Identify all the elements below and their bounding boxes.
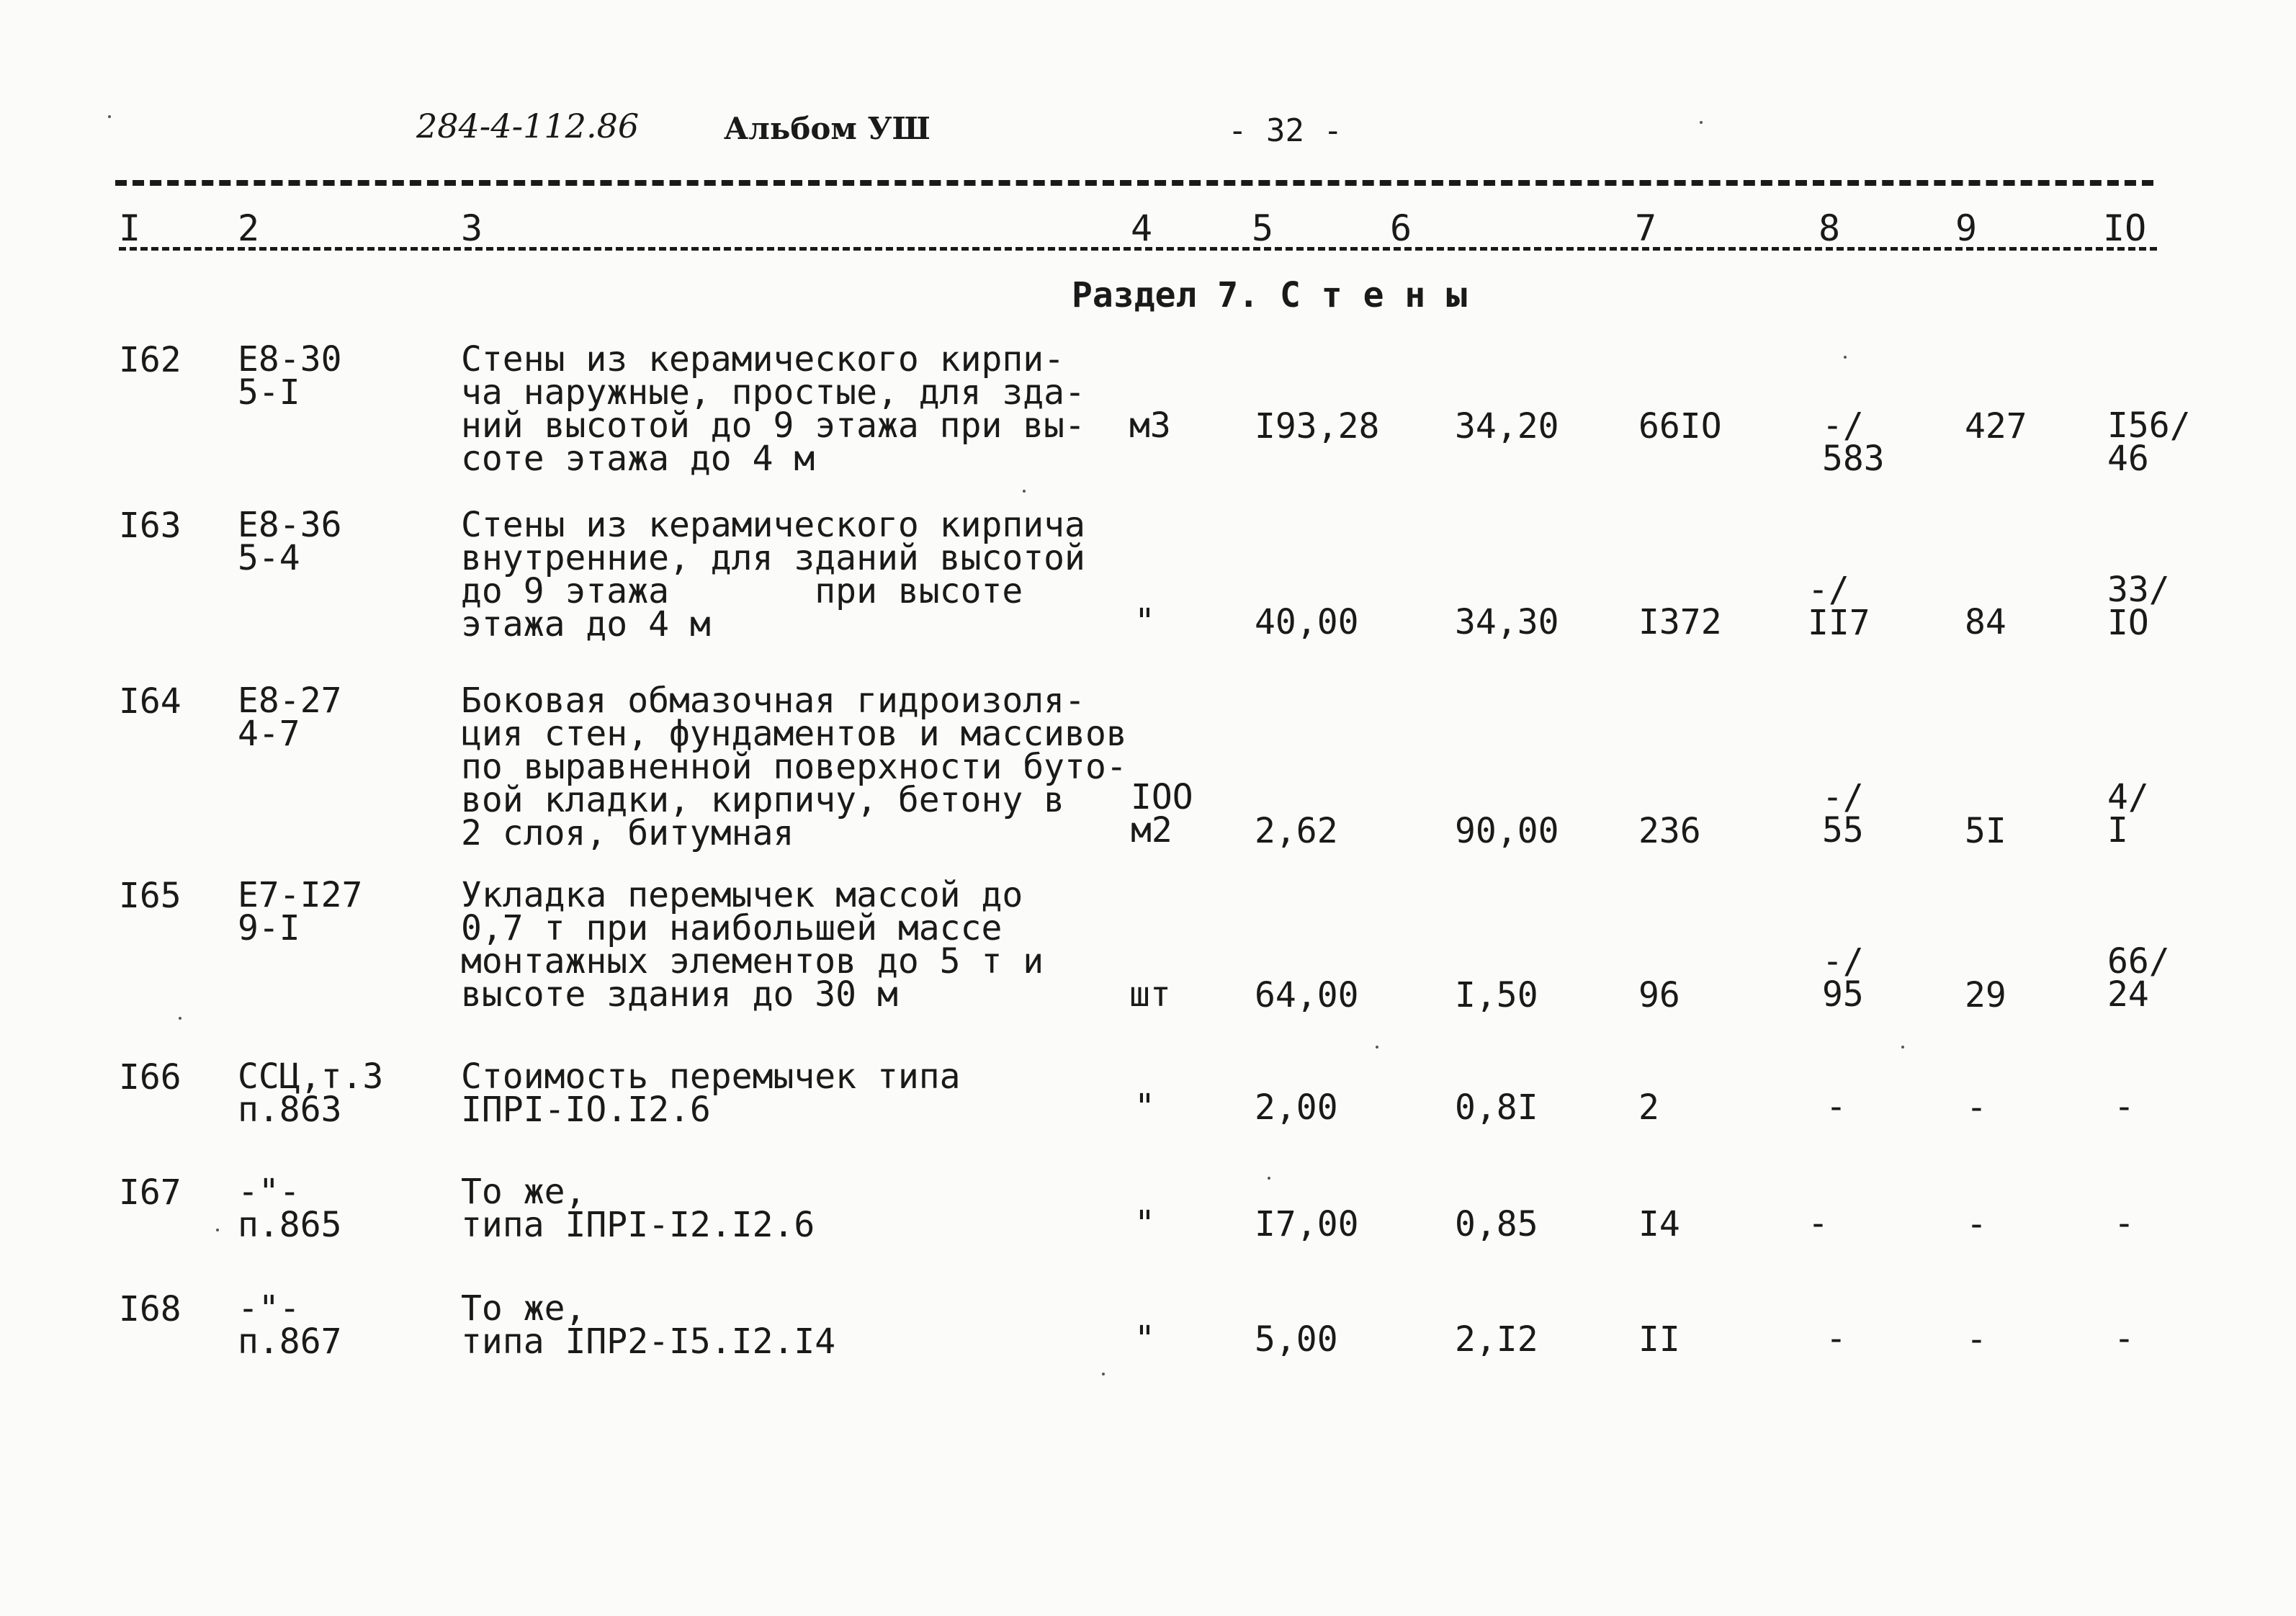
row-code xyxy=(238,1288,342,1362)
row-description xyxy=(461,1288,836,1362)
unit-line: " xyxy=(1134,1319,1155,1359)
row-number: I64 xyxy=(119,681,181,722)
unit-line: " xyxy=(1134,601,1155,642)
column-number: I xyxy=(119,207,141,249)
row-col5: 5,00 xyxy=(1255,1319,1338,1360)
row-col7: II xyxy=(1638,1319,1680,1360)
dash-value: - xyxy=(1808,1203,1829,1244)
row-code xyxy=(238,681,342,754)
scan-speck xyxy=(1901,1046,1904,1049)
fraction-line: II7 xyxy=(1808,603,1870,643)
row-code xyxy=(238,875,363,948)
description-line: 0,7 т при наибольшей массе xyxy=(461,908,1003,948)
row-col5: 2,00 xyxy=(1255,1087,1338,1128)
code-line: -"- xyxy=(238,1288,300,1329)
column-number: 5 xyxy=(1252,207,1274,249)
column-number: 2 xyxy=(238,207,260,249)
row-code xyxy=(238,1172,342,1245)
row-col8 xyxy=(1822,941,1864,1015)
row-col7: I4 xyxy=(1638,1204,1680,1244)
code-line: ССЦ,т.3 xyxy=(238,1056,384,1097)
column-number: 7 xyxy=(1635,207,1657,249)
row-col9: - xyxy=(1966,1204,1987,1244)
row-col6: 34,20 xyxy=(1455,406,1559,446)
description-line: по выравненной поверхности буто- xyxy=(461,747,1127,787)
dash-value: - xyxy=(1826,1087,1847,1127)
description-line: То же, xyxy=(461,1172,586,1212)
row-description xyxy=(461,339,1085,479)
code-line: 4-7 xyxy=(238,714,300,754)
row-col7: 2 xyxy=(1638,1087,1659,1128)
unit-line: м3 xyxy=(1129,405,1171,446)
code-line: п.863 xyxy=(238,1090,342,1130)
row-description xyxy=(461,875,1044,1015)
column-number: 9 xyxy=(1955,207,1978,249)
row-description xyxy=(461,505,1085,645)
code-line: E8-30 xyxy=(238,339,342,380)
scan-speck xyxy=(179,1017,181,1020)
description-line: соте этажа до 4 м xyxy=(461,439,815,479)
row-col10 xyxy=(2107,941,2170,1015)
description-line: Стоимость перемычек типа xyxy=(461,1056,961,1097)
description-line: монтажных элементов до 5 т и xyxy=(461,941,1044,982)
code-line: E8-27 xyxy=(238,681,342,721)
row-col10 xyxy=(2107,405,2191,479)
description-line: Стены из керамического кирпича xyxy=(461,505,1085,545)
row-col9: 84 xyxy=(1965,602,2006,642)
description-line: То же, xyxy=(461,1288,586,1329)
fraction-line: I xyxy=(2107,810,2128,850)
description-line: типа IПРI-I2.I2.6 xyxy=(461,1205,815,1245)
section-title: Раздел 7. С т е н ы xyxy=(1072,275,1468,315)
row-col9: 5I xyxy=(1965,811,2006,851)
row-col6: 0,8I xyxy=(1455,1087,1538,1128)
description-line: Укладка перемычек массой до xyxy=(461,875,1023,915)
description-line: Стены из керамического кирпи- xyxy=(461,339,1065,380)
unit-line: IOO xyxy=(1131,777,1193,817)
row-unit xyxy=(1129,405,1171,446)
album-label: Альбом УШ xyxy=(724,111,930,146)
unit-line: " xyxy=(1134,1203,1155,1244)
fraction-line: 583 xyxy=(1822,439,1885,479)
code-line: E8-36 xyxy=(238,505,342,545)
row-number: I62 xyxy=(119,340,181,380)
scan-speck xyxy=(1268,1177,1270,1180)
row-col6: 90,00 xyxy=(1455,811,1559,851)
row-col5: I93,28 xyxy=(1255,406,1380,446)
row-col6: 34,30 xyxy=(1455,602,1559,642)
row-unit xyxy=(1134,1203,1155,1244)
row-col9: 427 xyxy=(1965,406,2027,446)
fraction-line: -/ xyxy=(1822,941,1864,982)
fraction-line: 33/ xyxy=(2107,570,2170,610)
fraction-line: 66/ xyxy=(2107,941,2170,982)
scan-speck xyxy=(108,115,111,118)
fraction-line: -/ xyxy=(1822,777,1864,817)
code-line: 5-4 xyxy=(238,538,300,578)
description-line: ция стен, фундаментов и массивов xyxy=(461,714,1127,754)
description-line: типа IПР2-I5.I2.I4 xyxy=(461,1321,836,1362)
row-unit xyxy=(1134,1319,1155,1359)
fraction-line: 55 xyxy=(1822,810,1864,850)
row-code xyxy=(238,339,342,413)
row-unit xyxy=(1134,601,1155,642)
row-col5: 40,00 xyxy=(1255,602,1359,642)
dash-value: - xyxy=(1826,1319,1847,1359)
unit-line: м2 xyxy=(1131,810,1172,850)
row-code xyxy=(238,505,342,578)
scan-speck xyxy=(216,1229,219,1231)
row-col9: - xyxy=(1966,1087,1987,1128)
row-unit xyxy=(1129,974,1171,1015)
description-line: высоте здания до 30 м xyxy=(461,974,898,1015)
row-unit xyxy=(1134,1087,1155,1127)
fraction-line: 46 xyxy=(2107,439,2149,479)
row-col8 xyxy=(1826,1087,1847,1127)
dash-value: - xyxy=(2114,1203,2135,1244)
row-unit xyxy=(1131,777,1193,850)
row-col5: 2,62 xyxy=(1255,811,1338,851)
code-line: п.867 xyxy=(238,1321,342,1362)
row-col6: 0,85 xyxy=(1455,1204,1538,1244)
row-col10 xyxy=(2107,777,2149,850)
row-col6: I,50 xyxy=(1455,975,1538,1015)
description-line: 2 слоя, битумная xyxy=(461,813,794,853)
scan-speck xyxy=(1376,1046,1378,1049)
row-number: I65 xyxy=(119,876,181,916)
fraction-line: 24 xyxy=(2107,974,2149,1015)
description-line: ний высотой до 9 этажа при вы- xyxy=(461,405,1085,446)
row-description xyxy=(461,681,1127,853)
code-line: 5-I xyxy=(238,372,300,413)
code-line: -"- xyxy=(238,1172,300,1212)
scan-speck xyxy=(1844,356,1847,359)
column-number: 4 xyxy=(1131,207,1153,249)
column-number: 8 xyxy=(1819,207,1841,249)
code-line: E7-I27 xyxy=(238,875,363,915)
row-col9: - xyxy=(1966,1319,1987,1360)
fraction-line: I56/ xyxy=(2107,405,2191,446)
column-number: 6 xyxy=(1390,207,1412,249)
description-line: до 9 этажа при высоте xyxy=(461,571,1023,611)
row-number: I68 xyxy=(119,1289,181,1329)
scan-speck xyxy=(1102,1373,1105,1375)
dash-value: - xyxy=(2114,1319,2135,1359)
description-line: IПРI-IO.I2.6 xyxy=(461,1090,711,1130)
row-col10 xyxy=(2114,1203,2135,1244)
fraction-line: 4/ xyxy=(2107,777,2149,817)
page-number: - 32 - xyxy=(1228,112,1342,149)
header-rule xyxy=(115,180,2153,186)
row-col8 xyxy=(1826,1319,1847,1359)
dash-value: - xyxy=(2114,1087,2135,1127)
row-col10 xyxy=(2114,1319,2135,1359)
description-line: вой кладки, кирпичу, бетону в xyxy=(461,780,1065,820)
fraction-line: 95 xyxy=(1822,974,1864,1015)
row-col9: 29 xyxy=(1965,975,2006,1015)
document-code: 284-4-112.86 xyxy=(416,107,640,145)
row-col6: 2,I2 xyxy=(1455,1319,1538,1360)
row-col5: I7,00 xyxy=(1255,1204,1359,1244)
row-col8 xyxy=(1808,570,1870,643)
row-col8 xyxy=(1808,1203,1829,1244)
row-col8 xyxy=(1822,405,1885,479)
fraction-line: IO xyxy=(2107,603,2149,643)
row-number: I63 xyxy=(119,506,181,546)
column-number: 3 xyxy=(461,207,483,249)
fraction-line: -/ xyxy=(1822,405,1864,446)
row-col8 xyxy=(1822,777,1864,850)
column-number-underline xyxy=(119,247,2157,251)
description-line: внутренние, для зданий высотой xyxy=(461,538,1085,578)
row-description xyxy=(461,1172,815,1245)
fraction-line: -/ xyxy=(1808,570,1849,610)
row-number: I66 xyxy=(119,1057,181,1097)
row-col10 xyxy=(2114,1087,2135,1127)
description-line: ча наружные, простые, для зда- xyxy=(461,372,1085,413)
code-line: 9-I xyxy=(238,908,300,948)
unit-line: " xyxy=(1134,1087,1155,1127)
row-col7: 66IO xyxy=(1638,406,1722,446)
row-number: I67 xyxy=(119,1172,181,1213)
row-col10 xyxy=(2107,570,2170,643)
row-code xyxy=(238,1056,384,1130)
scan-speck xyxy=(1700,121,1703,124)
row-col7: I372 xyxy=(1638,602,1722,642)
unit-line: шт xyxy=(1129,974,1171,1015)
column-number: IO xyxy=(2103,207,2147,249)
description-line: этажа до 4 м xyxy=(461,604,711,645)
scan-speck xyxy=(1023,490,1026,493)
row-col7: 236 xyxy=(1638,811,1701,851)
row-description xyxy=(461,1056,961,1130)
description-line: Боковая обмазочная гидроизоля- xyxy=(461,681,1085,721)
row-col7: 96 xyxy=(1638,975,1680,1015)
code-line: п.865 xyxy=(238,1205,342,1245)
row-col5: 64,00 xyxy=(1255,975,1359,1015)
